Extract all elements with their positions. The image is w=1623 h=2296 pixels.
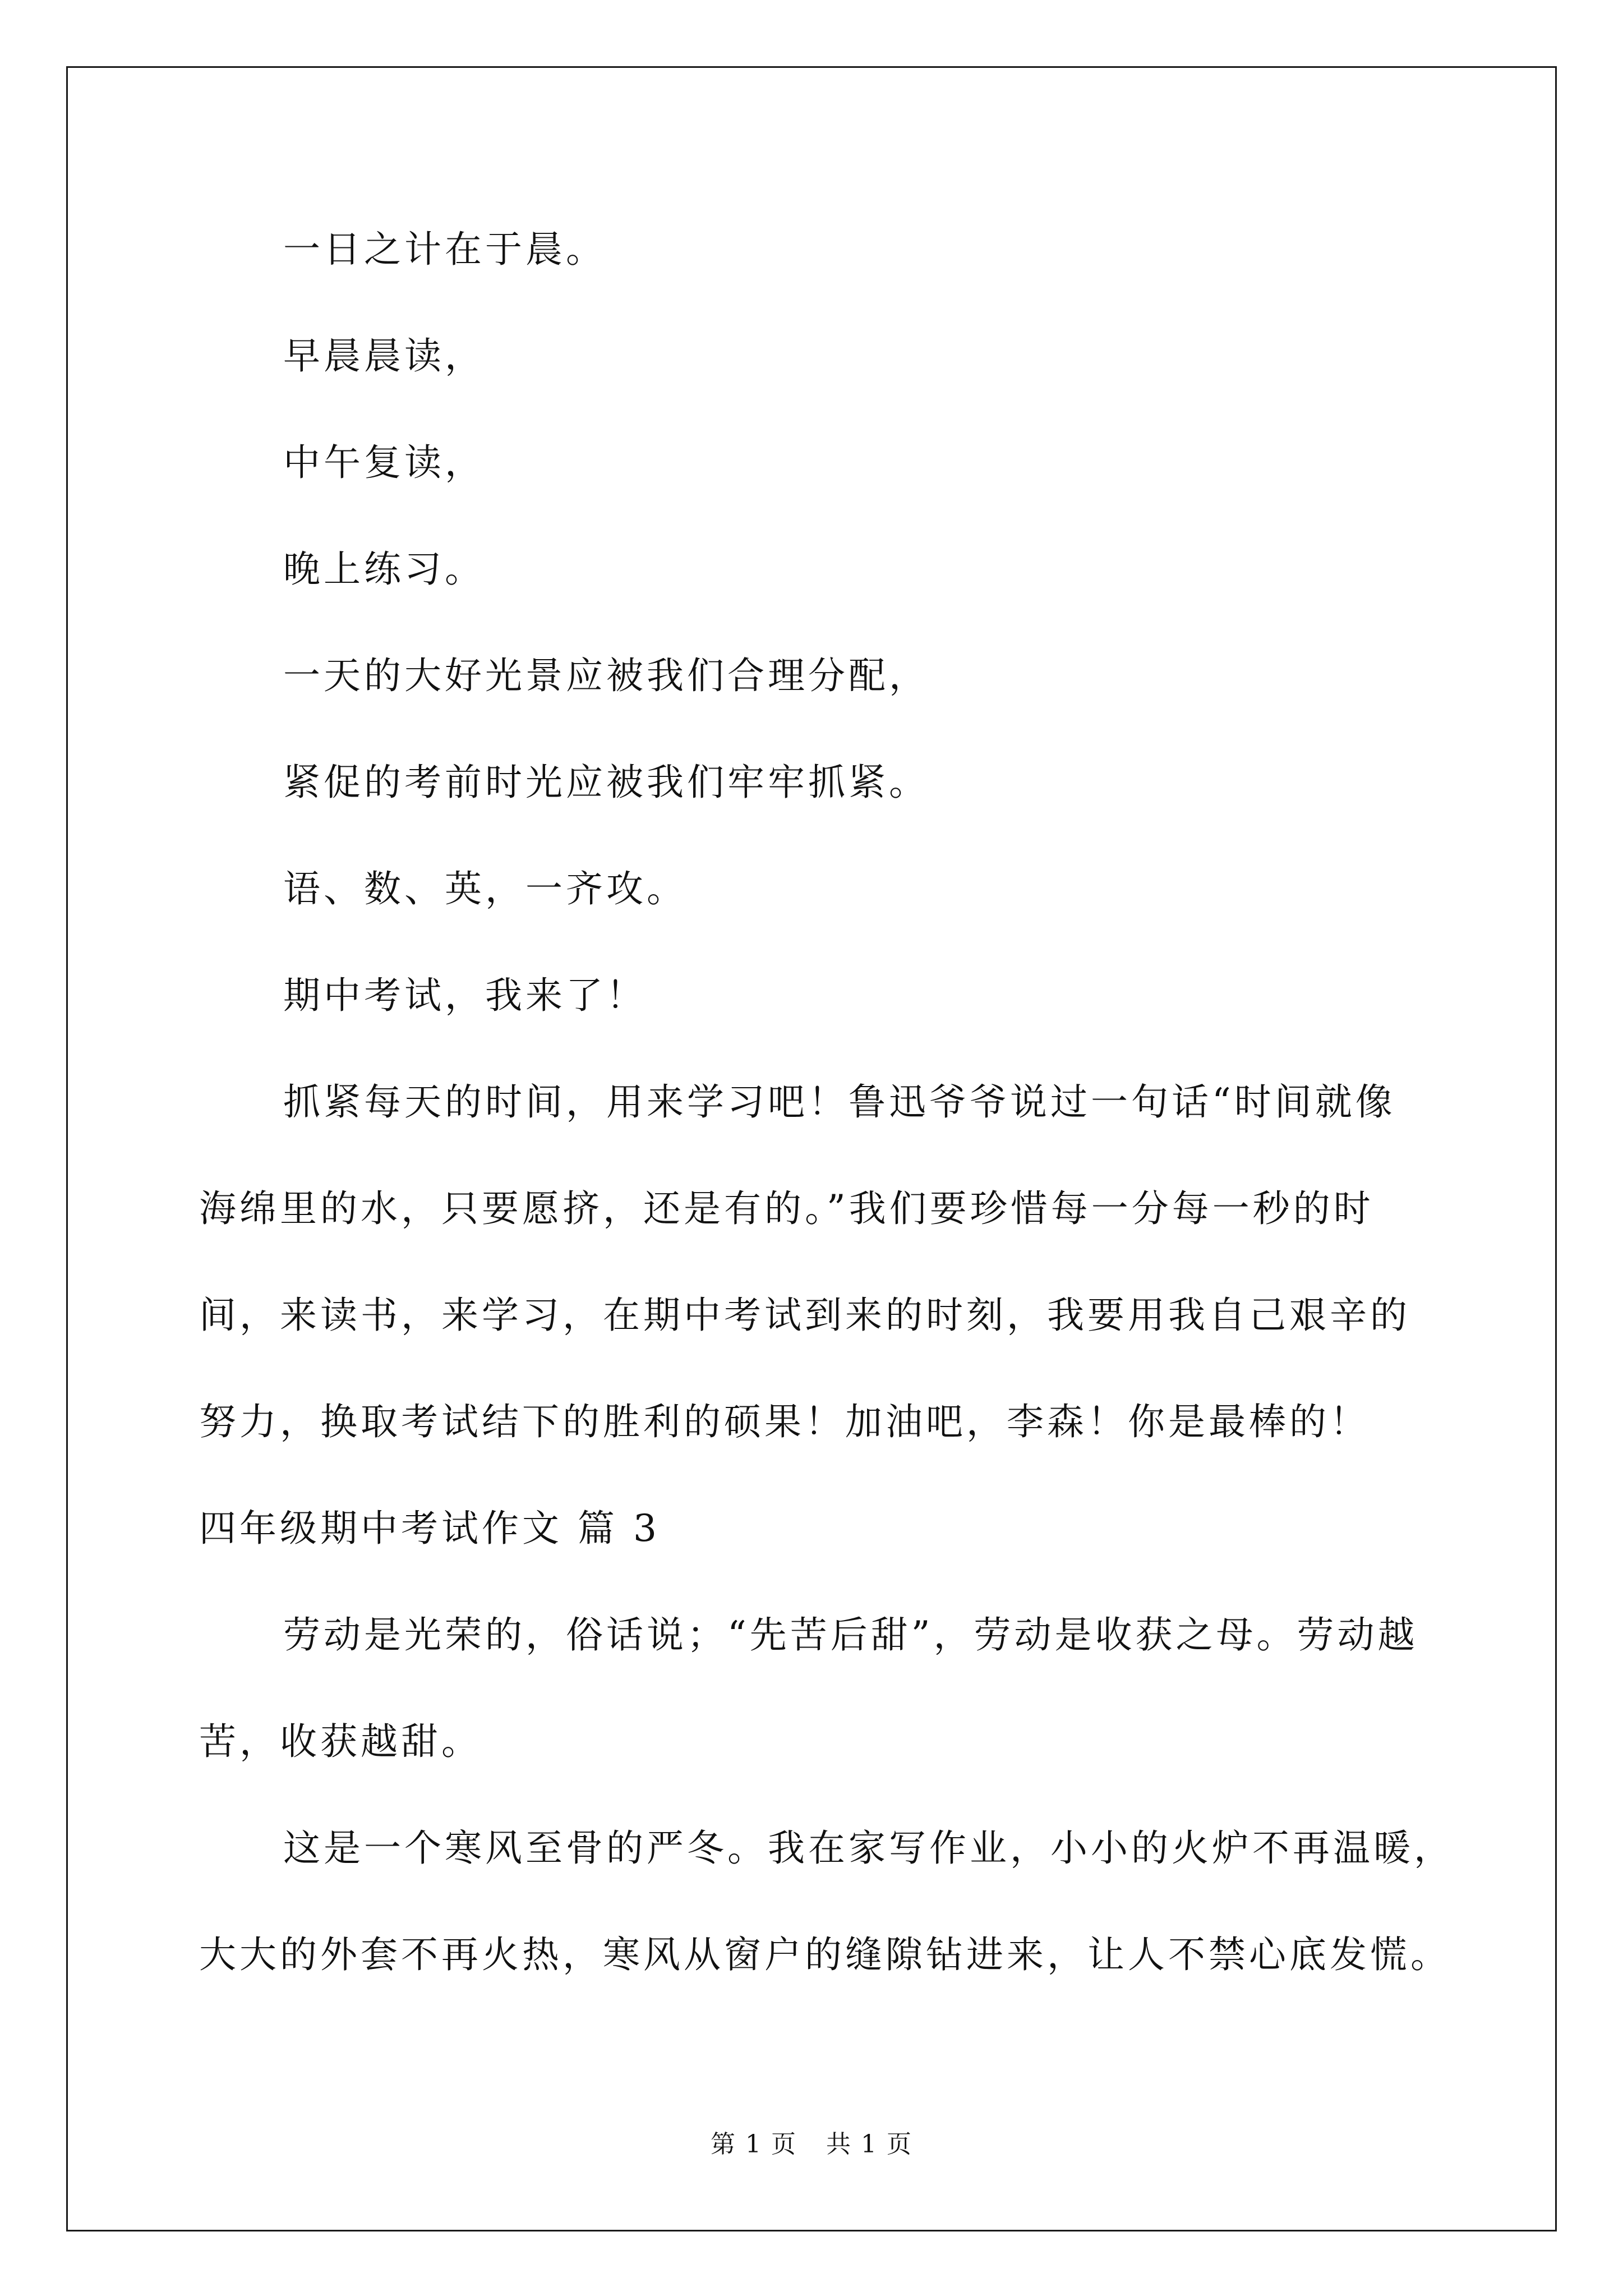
page-number-current: 第 1 页 <box>711 2130 797 2159</box>
paragraph-line: 紧促的考前时光应被我们牢牢抓紧。 <box>283 761 929 804</box>
paragraph-line: 一天的大好光景应被我们合理分配， <box>283 654 929 697</box>
paragraph-line: 抓紧每天的时间，用来学习吧！鲁迅爷爷说过一句话“时间就像 <box>283 1080 1396 1124</box>
page-number-total: 共 1 页 <box>826 2130 912 2159</box>
paragraph-line: 晚上练习。 <box>283 547 485 591</box>
paragraph-line: 一日之计在于晨。 <box>283 228 606 271</box>
paragraph-line: 努力，换取考试结下的胜利的硕果！加油吧，李森！你是最棒的！ <box>199 1400 1370 1443</box>
paragraph-line: 语、数、英，一齐攻。 <box>283 867 687 910</box>
paragraph-line: 海绵里的水，只要愿挤，还是有的。”我们要珍惜每一分每一秒的时 <box>199 1187 1374 1230</box>
section-heading: 四年级期中考试作文 篇 3 <box>199 1507 660 1550</box>
paragraph-line: 间，来读书，来学习，在期中考试到来的时刻，我要用我自己艰辛的 <box>199 1294 1410 1337</box>
paragraph-line: 中午复读， <box>283 441 485 484</box>
paragraph-line: 这是一个寒风至骨的严冬。我在家写作业，小小的火炉不再温暖， <box>283 1826 1454 1870</box>
paragraph-line: 期中考试，我来了！ <box>283 974 647 1017</box>
paragraph-line: 苦，收获越甜。 <box>199 1720 482 1763</box>
paragraph-line: 大大的外套不再火热，寒风从窗户的缝隙钻进来，让人不禁心底发慌。 <box>199 1933 1451 1976</box>
paragraph-line: 劳动是光荣的，俗话说；“先苦后甜”，劳动是收获之母。劳动越 <box>283 1613 1418 1657</box>
paragraph-line: 早晨晨读， <box>283 334 485 378</box>
page-footer <box>0 2129 1623 2160</box>
page-border <box>66 66 1557 2231</box>
